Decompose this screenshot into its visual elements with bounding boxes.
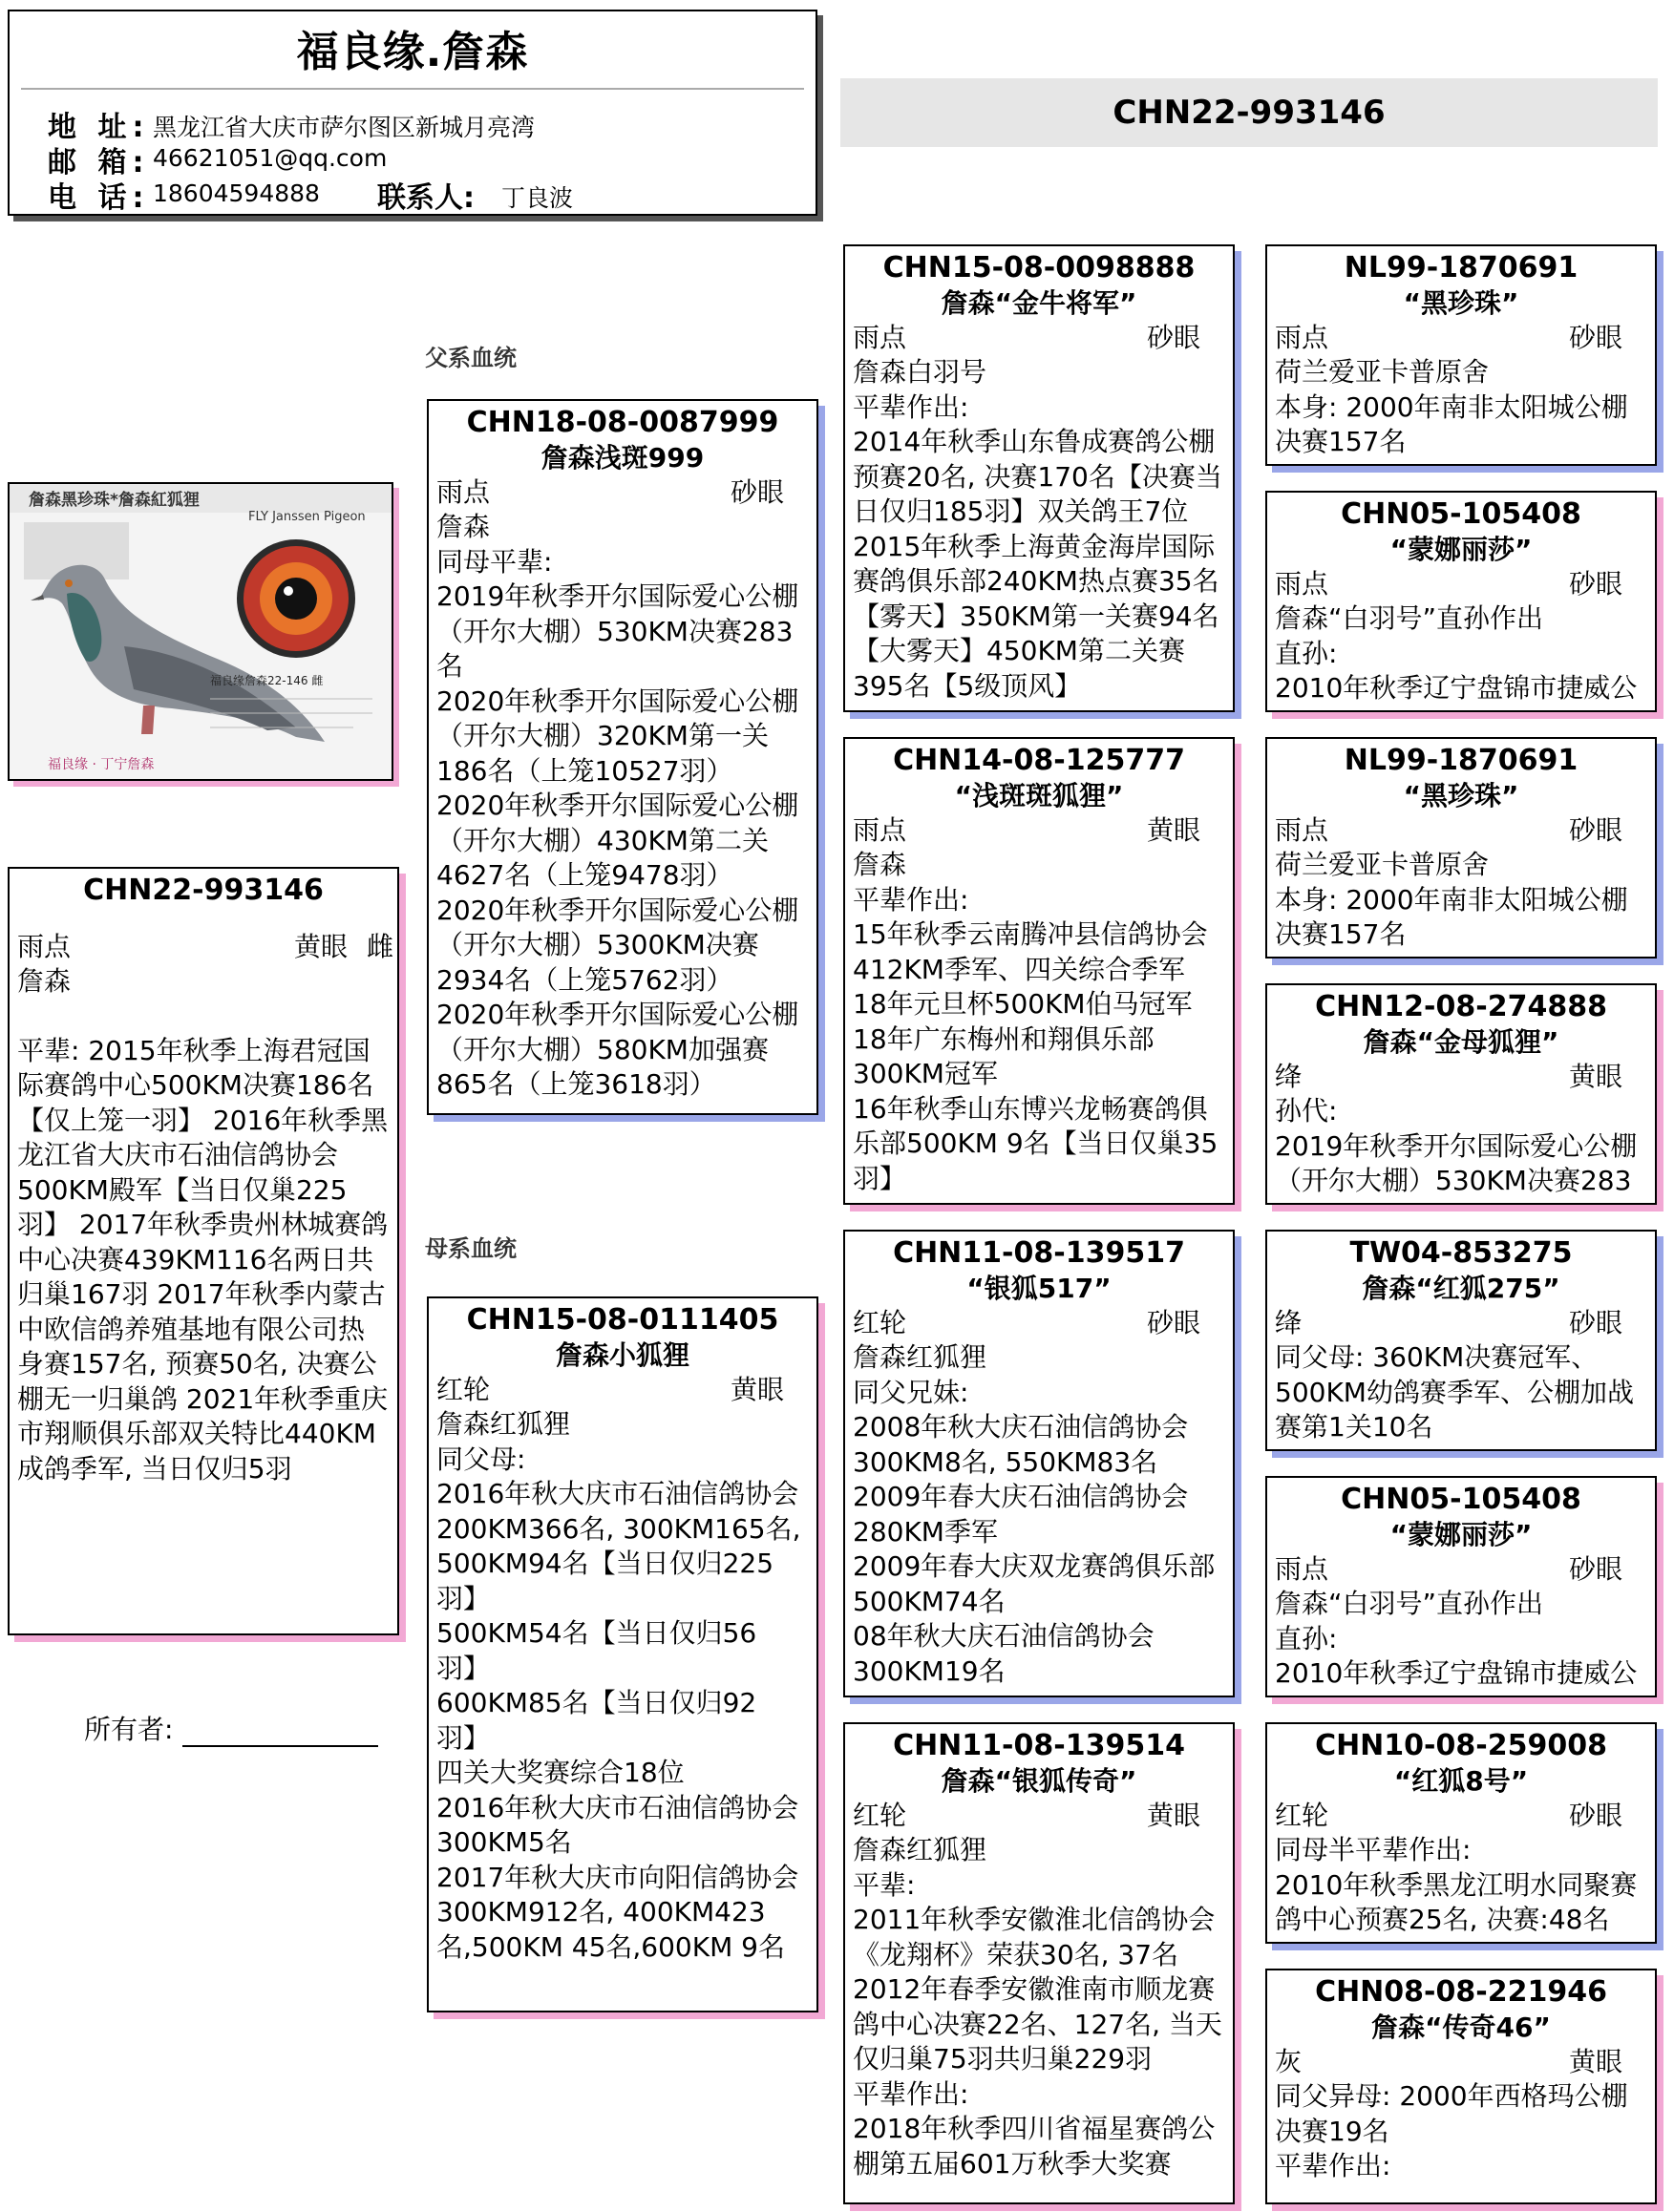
strain: 詹森红狐狸 (853, 1834, 987, 1865)
bird-id: CHN15-08-0098888 (882, 251, 1196, 284)
color: 红轮 (436, 1374, 491, 1405)
eye: 黄眼 (1146, 814, 1200, 846)
sss-card (1265, 244, 1657, 466)
eye: 黄眼 (730, 1374, 784, 1405)
bird-name: 詹森“红狐275” (1362, 1273, 1560, 1304)
strain: 詹森 (853, 849, 907, 880)
bird-id: CHN14-08-125777 (893, 744, 1185, 777)
bird-notes: 平辈: 2015年秋季上海君冠国际赛鸽中心500KM决赛186名【仅上笼一羽】 2016年秋季黑龙江省大庆市石油信鸽协会500KM殿军【当日仅巢225羽】 2017年秋季贵州林城赛鸽中心决赛439KM116名两日共归巢167羽 2017年秋季内蒙古中欧信鸽养殖基地有限公司热身赛157名, 预赛50名, 决赛公棚无一归巢鸽 2021年秋季重庆市翔顺俱乐部双关特比440KM成鸽季军, 当日仅归5羽 (17, 1034, 389, 1485)
eye: 黄眼 (293, 931, 348, 962)
dam-section-label: 母系血统 (425, 1235, 517, 1262)
bird-notes: 孙代: 2019年秋季开尔国际爱心公棚（开尔大棚）530KM决赛283 (1275, 1095, 1638, 1196)
sdd-card (1265, 983, 1657, 1205)
bird-id: TW04-853275 (1349, 1236, 1573, 1270)
bird-notes: 平辈: 2011年秋季安徽淮北信鸽协会《龙翔杯》荣获30名, 37名 2012年春季安徽淮南市顺龙赛鸽中心决赛22名、127名, 当天仅归巢75羽共归巢229羽 平辈作出: 2018年秋季四川省福星赛鸽公棚第五届601万秋季大奖赛 (853, 1868, 1222, 2180)
color: 红轮 (1275, 1800, 1329, 1831)
phone-label: 电 话: (48, 181, 150, 215)
pigeon-photo (8, 482, 393, 781)
owner-label: 所有者: (84, 1714, 174, 1745)
dss-card (1265, 1230, 1657, 1451)
subject-bird-card (8, 867, 399, 1635)
bird-id: CHN12-08-274888 (1315, 990, 1607, 1023)
dam-sire-card (843, 1230, 1235, 1697)
bird-notes: 荷兰爱亚卡普原舍 本身: 2000年南非太阳城公棚决赛157名 (1275, 849, 1628, 950)
email-label: 邮 箱: (48, 146, 150, 179)
color: 红轮 (853, 1307, 907, 1338)
dsd-card (1265, 1476, 1657, 1697)
color: 雨点 (1275, 1553, 1329, 1585)
bird-name: “红狐8号” (1393, 1765, 1529, 1797)
bird-notes: 平辈作出: 2014年秋季山东鲁成赛鸽公棚预赛20名, 决赛170名【决赛当日仅归185羽】双关鸽王7位 2015年秋季上海黄金海岸国际赛鸽俱乐部240KM热点赛35名【雾天】350KM第一关赛94名【大雾天】450KM第二关赛395名【5级顶风】 (853, 390, 1222, 702)
bird-notes: 同母半平辈作出: 2010年秋季黑龙江明水同聚赛鸽中心预赛25名, 决赛:48名 (1275, 1834, 1638, 1935)
bird-name: “蒙娜丽莎” (1389, 534, 1533, 565)
strain: 詹森红狐狸 (853, 1341, 987, 1373)
color: 雨点 (853, 322, 907, 353)
eye: 砂眼 (730, 476, 784, 508)
bird-name: “浅斑斑狐狸” (954, 780, 1124, 811)
photo-title: 詹森黑珍珠*詹森紅狐狸 (29, 491, 200, 510)
bird-id: NL99-1870691 (1344, 744, 1579, 777)
sex: 雌 (366, 931, 393, 962)
bird-id: NL99-1870691 (1344, 251, 1579, 284)
breeder-title: 福良缘.詹森 (296, 28, 529, 76)
eye: 黄眼 (1568, 1061, 1622, 1092)
bird-name: “黑珍珠” (1403, 780, 1519, 811)
eye: 砂眼 (1568, 814, 1622, 846)
bird-name: “蒙娜丽莎” (1389, 1519, 1533, 1550)
dam-card (427, 1296, 818, 2012)
owner-field (84, 1709, 378, 1747)
bird-id: CHN15-08-0111405 (466, 1303, 779, 1337)
bird-notes: 同父兄妹: 2008年秋大庆石油信鸽协会300KM8名, 550KM83名 2009年春大庆石油信鸽协会280KM季军 2009年春大庆双龙赛鸽俱乐部500KM74名 08年秋大庆石油信鸽协会300KM19名 (853, 1376, 1216, 1687)
dds-card (1265, 1722, 1657, 1944)
sire-section-label: 父系血统 (425, 345, 517, 371)
divider (21, 88, 804, 90)
pigeon-photo-art (10, 484, 392, 779)
color: 雨点 (853, 814, 907, 846)
bird-name: 詹森“金母狐狸” (1363, 1026, 1559, 1058)
color: 雨点 (1275, 568, 1329, 600)
eye: 砂眼 (1146, 322, 1200, 353)
color: 雨点 (436, 476, 491, 508)
color: 雨点 (17, 931, 72, 962)
phone-value: 18604594888 (153, 179, 320, 207)
eye: 砂眼 (1568, 1307, 1622, 1338)
color: 雨点 (1275, 322, 1329, 353)
photo-ring: 福良缘詹森22-146 雌 (210, 674, 324, 687)
bird-name: “银狐517” (966, 1273, 1112, 1304)
address-value: 黑龙江省大庆市萨尔图区新城月亮湾 (153, 114, 536, 141)
photo-brand: 福良缘 · 丁宁詹森 (48, 757, 155, 772)
ddd-card (1265, 1969, 1657, 2204)
bird-id: CHN18-08-0087999 (466, 406, 779, 439)
owner-input-line[interactable] (182, 1720, 378, 1747)
color: 红轮 (853, 1800, 907, 1831)
bird-notes: 荷兰爱亚卡普原舍 本身: 2000年南非太阳城公棚决赛157名 (1275, 356, 1628, 457)
bird-id: CHN11-08-139517 (893, 1236, 1185, 1270)
bird-name: 詹森“金牛将军” (941, 287, 1137, 319)
email-value[interactable]: 46621051@qq.com (153, 144, 388, 172)
bird-notes: 同父母: 2016年秋大庆市石油信鸽协会200KM366名, 300KM165名, 500KM94名【当日仅归225羽】 500KM54名【当日仅归56羽】 600KM85名【当日仅归92羽】 四关大奖赛综合18位 2016年秋大庆市石油信鸽协会300KM5名 2017年秋大庆市向阳信鸽协会300KM912名, 400KM423名,500KM 45名,600KM 9名 (436, 1443, 801, 1963)
bird-notes: 詹森“白羽号”直孙作出 直孙: 2010年秋季辽宁盘锦市捷威公 (1275, 1588, 1638, 1689)
bird-id: CHN05-105408 (1341, 497, 1581, 531)
sds-card (1265, 737, 1657, 959)
sire-sire-card (843, 244, 1235, 712)
contact-label: 联系人: (377, 181, 475, 215)
color: 灰 (1275, 2046, 1303, 2077)
bird-name: 詹森浅斑999 (540, 442, 705, 474)
strain: 詹森 (17, 965, 72, 997)
strain: 詹森 (436, 511, 491, 542)
dam-dam-card (843, 1722, 1235, 2204)
bird-id: CHN08-08-221946 (1315, 1975, 1607, 2009)
contact-value: 丁良波 (501, 184, 574, 212)
sire-card (427, 399, 818, 1115)
bird-notes: 詹森“白羽号”直孙作出 直孙: 2010年秋季辽宁盘锦市捷威公 (1275, 602, 1638, 704)
bird-id: CHN10-08-259008 (1315, 1729, 1607, 1762)
ssd-card (1265, 491, 1657, 712)
color-eye-row (10, 930, 397, 964)
eye: 砂眼 (1568, 1553, 1622, 1585)
eye: 黄眼 (1146, 1800, 1200, 1831)
eye: 砂眼 (1568, 322, 1622, 353)
pedigree-top-id: CHN22-993146 (840, 78, 1658, 147)
bird-notes: 同父异母: 2000年西格玛公棚决赛19名 平辈作出: (1275, 2080, 1628, 2181)
bird-id: CHN22-993146 (83, 874, 324, 907)
address-label: 地 址: (48, 111, 150, 144)
sire-dam-card (843, 737, 1235, 1205)
bird-name: 詹森“传奇46” (1371, 2012, 1551, 2043)
bird-notes: 同父母: 360KM决赛冠军、500KM幼鸽赛季军、公棚加战赛第1关10名 (1275, 1341, 1634, 1443)
color: 绛 (1275, 1307, 1303, 1338)
bird-id: CHN11-08-139514 (893, 1729, 1185, 1762)
eye: 砂眼 (1568, 1800, 1622, 1831)
bird-notes: 平辈作出: 15年秋季云南腾冲县信鸽协会412KM季军、四关综合季军 18年元旦杯500KM伯马冠军 18年广东梅州和翔俱乐部300KM冠军 16年秋季山东博兴龙畅赛鸽俱乐部500KM 9名【当日仅巢35羽】 (853, 883, 1218, 1194)
eye: 黄眼 (1568, 2046, 1622, 2077)
bird-name: “黑珍珠” (1403, 287, 1519, 319)
bird-name: 詹森小狐狸 (555, 1339, 689, 1371)
eye: 砂眼 (1568, 568, 1622, 600)
color: 雨点 (1275, 814, 1329, 846)
breeder-header (8, 10, 817, 216)
color: 绛 (1275, 1061, 1303, 1092)
strain: 詹森红狐狸 (436, 1408, 571, 1440)
bird-id: CHN05-105408 (1341, 1483, 1581, 1516)
eye: 砂眼 (1146, 1307, 1200, 1338)
strain: 詹森白羽号 (853, 356, 987, 388)
bird-notes: 同母平辈: 2019年秋季开尔国际爱心公棚（开尔大棚）530KM决赛283名 2020年秋季开尔国际爱心公棚（开尔大棚）320KM第一关186名（上笼10527羽） 2020年秋季开尔国际爱心公棚（开尔大棚）430KM第二关4627名（上笼9478羽） 2020年秋季开尔国际爱心公棚（开尔大棚）5300KM决赛2934名（上笼5762羽） 2020年秋季开尔国际爱心公棚（开尔大棚）580KM加强赛865名（上笼3618羽） (436, 545, 799, 1100)
bird-name: 詹森“银狐传奇” (941, 1765, 1137, 1797)
eye-closeup (237, 539, 355, 658)
photo-subtitle: FLY Janssen Pigeon (248, 510, 366, 524)
